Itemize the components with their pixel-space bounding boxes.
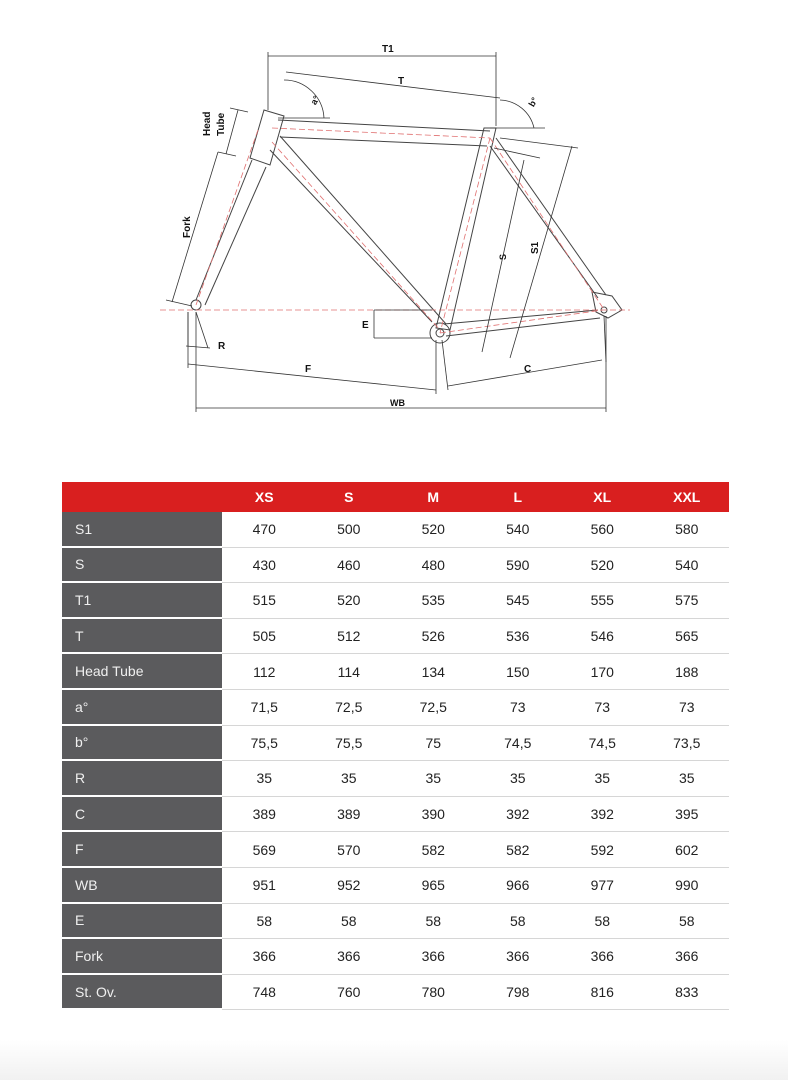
table-cell: 520 xyxy=(560,548,645,584)
table-cell: 366 xyxy=(560,939,645,975)
table-cell: 480 xyxy=(391,548,476,584)
table-row xyxy=(62,868,729,904)
label-f: F xyxy=(305,364,312,375)
table-row xyxy=(62,904,729,940)
table-cell: 392 xyxy=(476,797,561,833)
table-cell: 73 xyxy=(645,690,730,726)
table-cell: 748 xyxy=(222,975,307,1011)
table-cell: 74,5 xyxy=(560,726,645,762)
table-cell: 512 xyxy=(307,619,392,655)
table-row xyxy=(62,761,729,797)
label-head-tube-1: Head xyxy=(202,111,213,136)
table-row xyxy=(62,619,729,655)
table-cell: 965 xyxy=(391,868,476,904)
table-cell: 71,5 xyxy=(222,690,307,726)
table-cell: 565 xyxy=(645,619,730,655)
table-cell: 73 xyxy=(476,690,561,726)
table-cell: 569 xyxy=(222,832,307,868)
row-label: S xyxy=(62,548,222,584)
table-cell: 75 xyxy=(391,726,476,762)
label-r: R xyxy=(218,341,226,352)
table-cell: 72,5 xyxy=(391,690,476,726)
label-e: E xyxy=(362,320,369,331)
table-row xyxy=(62,975,729,1011)
table-cell: 555 xyxy=(560,583,645,619)
table-cell: 188 xyxy=(645,654,730,690)
table-cell: 58 xyxy=(222,904,307,940)
table-cell: 526 xyxy=(391,619,476,655)
table-cell: 75,5 xyxy=(222,726,307,762)
table-cell: 570 xyxy=(307,832,392,868)
table-cell: 35 xyxy=(222,761,307,797)
table-cell: 58 xyxy=(476,904,561,940)
table-cell: 35 xyxy=(307,761,392,797)
table-cell: 73,5 xyxy=(645,726,730,762)
table-cell: 35 xyxy=(560,761,645,797)
table-cell: 35 xyxy=(645,761,730,797)
table-cell: 580 xyxy=(645,512,730,548)
table-cell: 520 xyxy=(391,512,476,548)
table-cell: 590 xyxy=(476,548,561,584)
table-cell: 112 xyxy=(222,654,307,690)
table-row xyxy=(62,583,729,619)
label-c: C xyxy=(524,364,532,375)
row-label: E xyxy=(62,904,222,940)
table-cell: 515 xyxy=(222,583,307,619)
table-cell: 366 xyxy=(645,939,730,975)
size-header-s: S xyxy=(307,482,392,512)
table-cell: 966 xyxy=(476,868,561,904)
row-label: T1 xyxy=(62,583,222,619)
table-cell: 392 xyxy=(560,797,645,833)
table-cell: 35 xyxy=(391,761,476,797)
table-cell: 816 xyxy=(560,975,645,1011)
table-row xyxy=(62,832,729,868)
label-t1: T1 xyxy=(382,44,394,55)
table-cell: 73 xyxy=(560,690,645,726)
table-cell: 170 xyxy=(560,654,645,690)
table-cell: 460 xyxy=(307,548,392,584)
table-row xyxy=(62,726,729,762)
label-s1: S1 xyxy=(530,241,541,254)
table-cell: 470 xyxy=(222,512,307,548)
label-fork: Fork xyxy=(182,216,193,238)
table-cell: 951 xyxy=(222,868,307,904)
table-cell: 760 xyxy=(307,975,392,1011)
table-cell: 780 xyxy=(391,975,476,1011)
row-label: a° xyxy=(62,690,222,726)
dimension-lines xyxy=(166,52,606,412)
table-row xyxy=(62,512,729,548)
table-cell: 535 xyxy=(391,583,476,619)
table-cell: 389 xyxy=(222,797,307,833)
table-cell: 389 xyxy=(307,797,392,833)
table-cell: 798 xyxy=(476,975,561,1011)
table-cell: 575 xyxy=(645,583,730,619)
table-cell: 366 xyxy=(391,939,476,975)
table-cell: 58 xyxy=(391,904,476,940)
table-cell: 58 xyxy=(645,904,730,940)
table-header-row xyxy=(62,482,729,512)
table-cell: 582 xyxy=(476,832,561,868)
table-cell: 430 xyxy=(222,548,307,584)
table-corner xyxy=(62,482,222,512)
table-cell: 35 xyxy=(476,761,561,797)
geometry-table xyxy=(62,482,729,1010)
table-cell: 990 xyxy=(645,868,730,904)
table-row xyxy=(62,548,729,584)
label-t: T xyxy=(398,76,405,87)
table-cell: 602 xyxy=(645,832,730,868)
row-label: R xyxy=(62,761,222,797)
table-cell: 833 xyxy=(645,975,730,1011)
row-label: T xyxy=(62,619,222,655)
table-cell: 366 xyxy=(476,939,561,975)
table-cell: 74,5 xyxy=(476,726,561,762)
table-cell: 134 xyxy=(391,654,476,690)
label-s: S xyxy=(498,253,508,260)
row-label: WB xyxy=(62,868,222,904)
table-cell: 546 xyxy=(560,619,645,655)
table-cell: 977 xyxy=(560,868,645,904)
table-cell: 540 xyxy=(476,512,561,548)
label-wb: WB xyxy=(390,398,405,408)
table-cell: 520 xyxy=(307,583,392,619)
table-cell: 58 xyxy=(307,904,392,940)
table-cell: 114 xyxy=(307,654,392,690)
table-cell: 560 xyxy=(560,512,645,548)
table-cell: 75,5 xyxy=(307,726,392,762)
row-label: Head Tube xyxy=(62,654,222,690)
table-cell: 505 xyxy=(222,619,307,655)
table-cell: 395 xyxy=(645,797,730,833)
size-header-xs: XS xyxy=(222,482,307,512)
row-label: S1 xyxy=(62,512,222,548)
center-lines xyxy=(160,128,630,333)
row-label: C xyxy=(62,797,222,833)
table-cell: 390 xyxy=(391,797,476,833)
table-cell: 536 xyxy=(476,619,561,655)
table-cell: 582 xyxy=(391,832,476,868)
table-cell: 58 xyxy=(560,904,645,940)
table-cell: 592 xyxy=(560,832,645,868)
row-label: St. Ov. xyxy=(62,975,222,1011)
size-header-xl: XL xyxy=(560,482,645,512)
table-cell: 366 xyxy=(307,939,392,975)
table-cell: 952 xyxy=(307,868,392,904)
row-label: b° xyxy=(62,726,222,762)
table-cell: 545 xyxy=(476,583,561,619)
label-b: b° xyxy=(526,95,540,109)
table-row xyxy=(62,797,729,833)
table-cell: 150 xyxy=(476,654,561,690)
table-cell: 366 xyxy=(222,939,307,975)
row-label: Fork xyxy=(62,939,222,975)
table-row xyxy=(62,654,729,690)
size-header-m: M xyxy=(391,482,476,512)
table-cell: 540 xyxy=(645,548,730,584)
table-cell: 72,5 xyxy=(307,690,392,726)
table-row xyxy=(62,939,729,975)
footer-fade xyxy=(0,1040,788,1080)
frame-geometry-diagram xyxy=(0,0,788,460)
label-a: a° xyxy=(308,94,322,107)
size-header-l: L xyxy=(476,482,561,512)
size-header-xxl: XXL xyxy=(645,482,730,512)
table-row xyxy=(62,690,729,726)
table-cell: 500 xyxy=(307,512,392,548)
label-head-tube-2: Tube xyxy=(216,112,227,136)
row-label: F xyxy=(62,832,222,868)
